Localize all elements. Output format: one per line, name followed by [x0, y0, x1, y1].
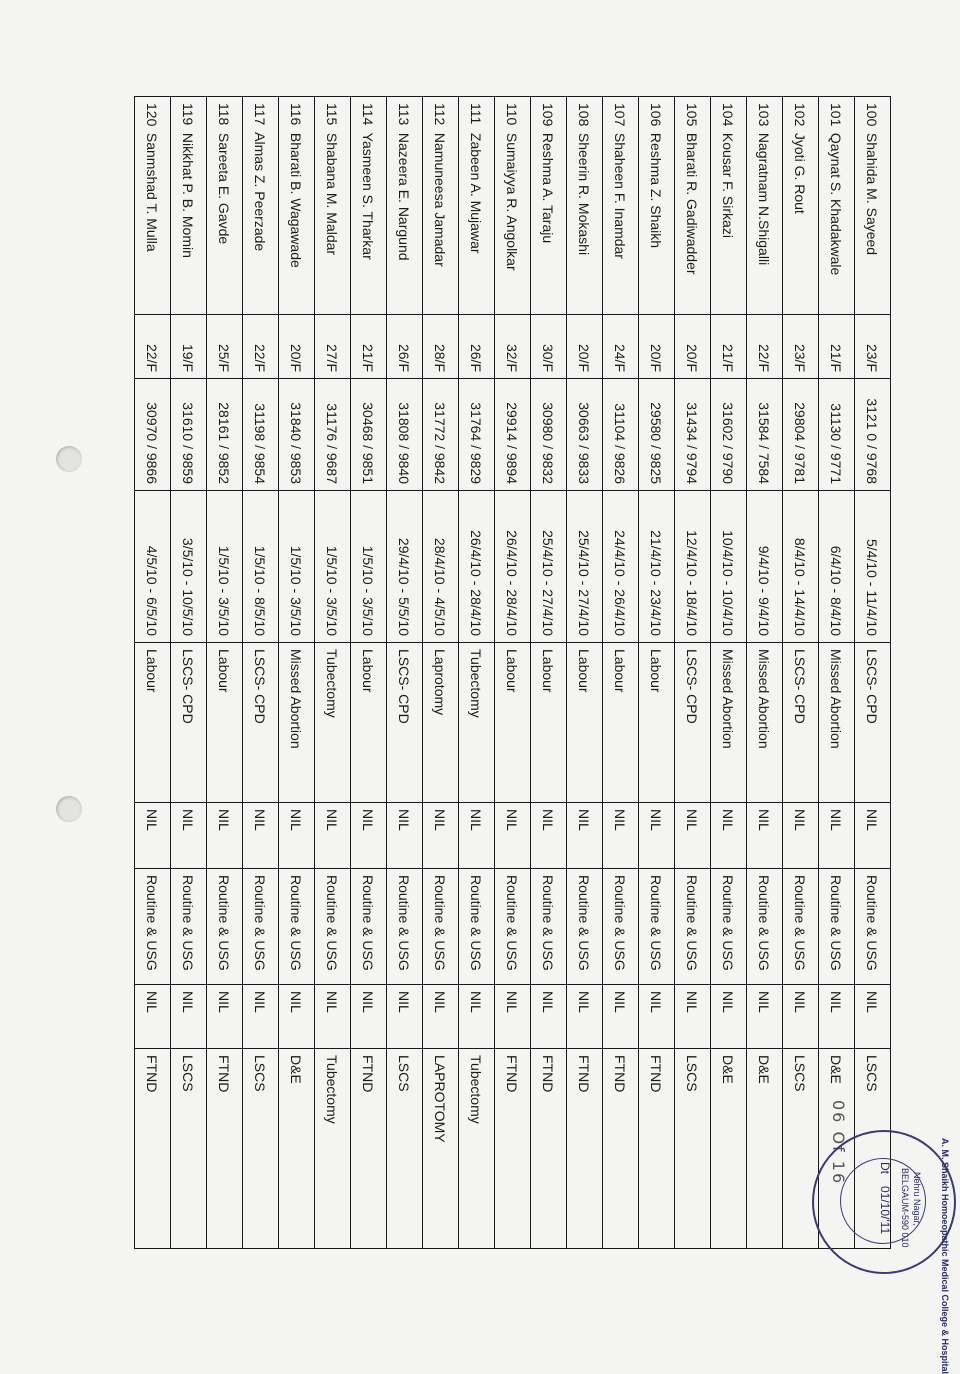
patient-name: Namuneesa Jamadar — [432, 132, 449, 267]
ip-number-cell: 30980 / 9832 — [531, 379, 567, 491]
serial-number: 120 — [144, 103, 161, 127]
admission-dates-cell: 29/4/10 - 5/5/10 — [387, 491, 423, 643]
serial-number: 100 — [864, 103, 881, 127]
serial-number: 119 — [180, 103, 197, 126]
patient-name: Bharati R. Gadiwadder — [684, 132, 701, 275]
investigation-cell: Routine & USG — [351, 869, 387, 985]
ip-number-cell: 31808 / 9840 — [387, 379, 423, 491]
remark-cell: NIL — [675, 985, 711, 1049]
patient-name: Yasmeen S. Tharkar — [360, 132, 377, 260]
investigation-cell: Routine & USG — [243, 869, 279, 985]
ip-number-cell: 29914 / 9894 — [495, 379, 531, 491]
age-sex-cell: 25/F — [207, 315, 243, 379]
table-row — [603, 97, 639, 1249]
complication-cell: NIL — [567, 803, 603, 869]
outcome-cell: LSCS — [783, 1049, 819, 1249]
patient-name: Kousar F. Sirkazi — [720, 132, 737, 238]
stamp-institution-name: A. M. Shaikh Homoeopathic Medical College & Hospital — [940, 1138, 950, 1374]
remark-cell: NIL — [783, 985, 819, 1049]
investigation-cell: Routine & USG — [711, 869, 747, 985]
complication-cell: NIL — [171, 803, 207, 869]
remark-cell: NIL — [423, 985, 459, 1049]
table-row — [171, 97, 207, 1249]
complication-cell: NIL — [747, 803, 783, 869]
age-sex-cell: 21/F — [711, 315, 747, 379]
outcome-cell: LSCS — [171, 1049, 207, 1249]
investigation-cell: Routine & USG — [783, 869, 819, 985]
age-sex-cell: 20/F — [279, 315, 315, 379]
patient-name-cell — [711, 97, 747, 315]
admission-dates-cell: 4/5/10 - 6/5/10 — [135, 491, 171, 643]
age-sex-cell: 20/F — [639, 315, 675, 379]
admission-dates-cell: 26/4/10 - 28/4/10 — [459, 491, 495, 643]
table-row — [459, 97, 495, 1249]
table-row — [495, 97, 531, 1249]
investigation-cell: Routine & USG — [819, 869, 855, 985]
patient-name: Nazeera E. Nargund — [396, 132, 413, 261]
patient-name-cell — [207, 97, 243, 315]
serial-number: 108 — [576, 103, 593, 127]
serial-number: 103 — [756, 103, 773, 127]
ip-number-cell: 30468 / 9851 — [351, 379, 387, 491]
investigation-cell: Routine & USG — [531, 869, 567, 985]
patient-name-cell — [243, 97, 279, 315]
admission-dates-cell: 24/4/10 - 26/4/10 — [603, 491, 639, 643]
patient-name-cell — [675, 97, 711, 315]
age-sex-cell: 22/F — [747, 315, 783, 379]
punch-hole-top — [56, 446, 82, 472]
age-sex-cell: 27/F — [315, 315, 351, 379]
patient-name-cell — [135, 97, 171, 315]
serial-number: 115 — [324, 103, 341, 126]
complication-cell: NIL — [495, 803, 531, 869]
ip-number-cell: 31104 / 9826 — [603, 379, 639, 491]
complication-cell: NIL — [639, 803, 675, 869]
ip-number-cell: 31610 / 9859 — [171, 379, 207, 491]
investigation-cell: Routine & USG — [855, 869, 891, 985]
age-sex-cell: 22/F — [135, 315, 171, 379]
patient-name-cell — [495, 97, 531, 315]
ip-number-cell: 31840 / 9853 — [279, 379, 315, 491]
investigation-cell: Routine & USG — [207, 869, 243, 985]
table-row — [711, 97, 747, 1249]
ip-number-cell: 31772 / 9842 — [423, 379, 459, 491]
table-row — [819, 97, 855, 1249]
complication-cell: NIL — [387, 803, 423, 869]
table-row — [423, 97, 459, 1249]
serial-number: 104 — [720, 103, 737, 127]
table-row — [783, 97, 819, 1249]
serial-number: 109 — [540, 103, 557, 127]
patient-name-cell — [387, 97, 423, 315]
serial-number: 106 — [648, 103, 665, 127]
patient-name-cell — [315, 97, 351, 315]
diagnosis-cell: Labour — [603, 643, 639, 803]
remark-cell: NIL — [279, 985, 315, 1049]
stamp-address-line2: BELGAUM-590 010 — [900, 1168, 910, 1248]
diagnosis-cell: Labour — [531, 643, 567, 803]
serial-number: 110 — [504, 103, 521, 126]
admission-dates-cell: 25/4/10 - 27/4/10 — [531, 491, 567, 643]
admission-dates-cell: 1/5/10 - 3/5/10 — [315, 491, 351, 643]
diagnosis-cell: Labour — [639, 643, 675, 803]
outcome-cell: FTND — [531, 1049, 567, 1249]
remark-cell: NIL — [387, 985, 423, 1049]
hospital-stamp — [812, 1130, 956, 1374]
age-sex-cell: 22/F — [243, 315, 279, 379]
remark-cell: NIL — [135, 985, 171, 1049]
diagnosis-cell: Missed Abortion — [279, 643, 315, 803]
ip-number-cell: 31764 / 9829 — [459, 379, 495, 491]
outcome-cell: FTND — [639, 1049, 675, 1249]
remark-cell: NIL — [639, 985, 675, 1049]
patient-name-cell — [351, 97, 387, 315]
table-row — [531, 97, 567, 1249]
age-sex-cell: 28/F — [423, 315, 459, 379]
patient-name: Sareeta E. Gavde — [216, 132, 233, 245]
investigation-cell: Routine & USG — [171, 869, 207, 985]
patient-register-table — [134, 96, 891, 1249]
investigation-cell: Routine & USG — [135, 869, 171, 985]
table-row — [315, 97, 351, 1249]
stamp-address-line1: Nehru Nagar, — [912, 1172, 922, 1226]
investigation-cell: Routine & USG — [423, 869, 459, 985]
admission-dates-cell: 21/4/10 - 23/4/10 — [639, 491, 675, 643]
age-sex-cell: 19/F — [171, 315, 207, 379]
table-row — [279, 97, 315, 1249]
patient-name-cell — [855, 97, 891, 315]
remark-cell: NIL — [459, 985, 495, 1049]
ip-number-cell: 31198 / 9854 — [243, 379, 279, 491]
complication-cell: NIL — [351, 803, 387, 869]
ip-number-cell: 30970 / 9866 — [135, 379, 171, 491]
table-row — [351, 97, 387, 1249]
complication-cell: NIL — [423, 803, 459, 869]
serial-number: 102 — [792, 103, 809, 127]
patient-name: Nagratnam N.Shigalli — [756, 132, 773, 266]
serial-number: 107 — [612, 103, 629, 127]
complication-cell: NIL — [135, 803, 171, 869]
table-row — [639, 97, 675, 1249]
table-body — [135, 97, 891, 1249]
remark-cell: NIL — [819, 985, 855, 1049]
age-sex-cell: 26/F — [459, 315, 495, 379]
remark-cell: NIL — [603, 985, 639, 1049]
outcome-cell: D&E — [747, 1049, 783, 1249]
table-row — [855, 97, 891, 1249]
ip-number-cell: 31602 / 9790 — [711, 379, 747, 491]
patient-name: Sumaiyya R. Angolkar — [504, 132, 521, 271]
stamp-date-label: Dt — [878, 1162, 892, 1174]
admission-dates-cell: 1/5/10 - 3/5/10 — [207, 491, 243, 643]
ip-number-cell: 31584 / 7584 — [747, 379, 783, 491]
patient-name: Jyoti G. Rout — [792, 132, 809, 214]
outcome-cell: D&E — [711, 1049, 747, 1249]
diagnosis-cell: Labour — [495, 643, 531, 803]
investigation-cell: Routine & USG — [315, 869, 351, 985]
ip-number-cell: 31434 / 9794 — [675, 379, 711, 491]
table-row — [243, 97, 279, 1249]
diagnosis-cell: Labour — [207, 643, 243, 803]
serial-number: 101 — [828, 103, 845, 127]
diagnosis-cell: LSCS- CPD — [783, 643, 819, 803]
patient-register-table-wrapper — [144, 96, 891, 1248]
investigation-cell: Routine & USG — [675, 869, 711, 985]
serial-number: 112 — [432, 103, 449, 126]
diagnosis-cell: LSCS- CPD — [387, 643, 423, 803]
age-sex-cell: 21/F — [819, 315, 855, 379]
remark-cell: NIL — [747, 985, 783, 1049]
complication-cell: NIL — [459, 803, 495, 869]
admission-dates-cell: 28/4/10 - 4/5/10 — [423, 491, 459, 643]
patient-name-cell — [603, 97, 639, 315]
serial-number: 114 — [360, 103, 377, 126]
diagnosis-cell: Labour — [567, 643, 603, 803]
age-sex-cell: 20/F — [567, 315, 603, 379]
age-sex-cell: 23/F — [855, 315, 891, 379]
patient-name: Almas Z. Peerzade — [252, 132, 269, 252]
ip-number-cell: 28161 / 9852 — [207, 379, 243, 491]
complication-cell: NIL — [279, 803, 315, 869]
outcome-cell: Tubectomy — [315, 1049, 351, 1249]
outcome-cell: FTND — [567, 1049, 603, 1249]
patient-name: Reshma Z. Shaikh — [648, 132, 665, 249]
remark-cell: NIL — [711, 985, 747, 1049]
investigation-cell: Routine & USG — [567, 869, 603, 985]
investigation-cell: Routine & USG — [603, 869, 639, 985]
remark-cell: NIL — [315, 985, 351, 1049]
patient-name-cell — [531, 97, 567, 315]
patient-name: Sanmshad T. Mulla — [144, 132, 161, 252]
complication-cell: NIL — [783, 803, 819, 869]
age-sex-cell: 20/F — [675, 315, 711, 379]
investigation-cell: Routine & USG — [459, 869, 495, 985]
patient-name: Zabeen A. Mujawar — [468, 132, 485, 254]
admission-dates-cell: 1/5/10 - 3/5/10 — [279, 491, 315, 643]
admission-dates-cell: 3/5/10 - 10/5/10 — [171, 491, 207, 643]
punch-hole-bottom — [56, 796, 82, 822]
patient-name-cell — [783, 97, 819, 315]
age-sex-cell: 24/F — [603, 315, 639, 379]
admission-dates-cell: 5/4/10 - 11/4/10 — [855, 491, 891, 643]
diagnosis-cell: LSCS- CPD — [243, 643, 279, 803]
admission-dates-cell: 12/4/10 - 18/4/10 — [675, 491, 711, 643]
ip-number-cell: 3121 0 / 9768 — [855, 379, 891, 491]
remark-cell: NIL — [567, 985, 603, 1049]
ip-number-cell: 31176 / 9687 — [315, 379, 351, 491]
diagnosis-cell: Tubectomy — [315, 643, 351, 803]
diagnosis-cell: Labour — [135, 643, 171, 803]
admission-dates-cell: 8/4/10 - 14/4/10 — [783, 491, 819, 643]
patient-name-cell — [171, 97, 207, 315]
investigation-cell: Routine & USG — [279, 869, 315, 985]
remark-cell: NIL — [207, 985, 243, 1049]
remark-cell: NIL — [351, 985, 387, 1049]
outcome-cell: LAPROTOMY — [423, 1049, 459, 1249]
patient-name: Shaheen F. Inamdar — [612, 132, 629, 259]
patient-name-cell — [567, 97, 603, 315]
remark-cell: NIL — [531, 985, 567, 1049]
patient-name-cell — [747, 97, 783, 315]
admission-dates-cell: 9/4/10 - 9/4/10 — [747, 491, 783, 643]
table-row — [567, 97, 603, 1249]
outcome-cell: LSCS — [675, 1049, 711, 1249]
serial-number: 116 — [288, 103, 305, 126]
complication-cell: NIL — [675, 803, 711, 869]
diagnosis-cell: LSCS- CPD — [171, 643, 207, 803]
table-row — [675, 97, 711, 1249]
serial-number: 113 — [396, 103, 413, 126]
age-sex-cell: 30/F — [531, 315, 567, 379]
patient-name-cell — [423, 97, 459, 315]
diagnosis-cell: Missed Abortion — [711, 643, 747, 803]
investigation-cell: Routine & USG — [747, 869, 783, 985]
complication-cell: NIL — [855, 803, 891, 869]
ip-number-cell: 31130 / 9771 — [819, 379, 855, 491]
diagnosis-cell: LSCS- CPD — [675, 643, 711, 803]
patient-name-cell — [459, 97, 495, 315]
complication-cell: NIL — [711, 803, 747, 869]
remark-cell: NIL — [855, 985, 891, 1049]
complication-cell: NIL — [603, 803, 639, 869]
serial-number: 111 — [468, 103, 485, 125]
diagnosis-cell: Labour — [351, 643, 387, 803]
patient-name: Qaynat S. Khadakwale — [828, 132, 845, 276]
outcome-cell: FTND — [135, 1049, 171, 1249]
age-sex-cell: 23/F — [783, 315, 819, 379]
age-sex-cell: 32/F — [495, 315, 531, 379]
outcome-cell: FTND — [207, 1049, 243, 1249]
ip-number-cell: 30663 / 9833 — [567, 379, 603, 491]
patient-name-cell — [279, 97, 315, 315]
remark-cell: NIL — [495, 985, 531, 1049]
admission-dates-cell: 1/5/10 - 8/5/10 — [243, 491, 279, 643]
outcome-cell: D&E — [819, 1049, 855, 1249]
patient-name: Reshma A. Taraju — [540, 132, 557, 244]
outcome-cell: LSCS — [243, 1049, 279, 1249]
complication-cell: NIL — [207, 803, 243, 869]
admission-dates-cell: 25/4/10 - 27/4/10 — [567, 491, 603, 643]
diagnosis-cell: Laprotomy — [423, 643, 459, 803]
diagnosis-cell: Missed Abortion — [819, 643, 855, 803]
serial-number: 117 — [252, 103, 269, 126]
complication-cell: NIL — [531, 803, 567, 869]
table-row — [747, 97, 783, 1249]
age-sex-cell: 26/F — [387, 315, 423, 379]
ip-number-cell: 29580 / 9825 — [639, 379, 675, 491]
investigation-cell: Routine & USG — [387, 869, 423, 985]
admission-dates-cell: 1/5/10 - 3/5/10 — [351, 491, 387, 643]
patient-name: Sheerin R. Mokashi — [576, 132, 593, 256]
outcome-cell: LSCS — [387, 1049, 423, 1249]
patient-name: Shahida M. Sayeed — [864, 132, 881, 256]
table-row — [135, 97, 171, 1249]
patient-name-cell — [819, 97, 855, 315]
stamp-date-value: 01/10/'11 — [878, 1186, 892, 1235]
outcome-cell: FTND — [495, 1049, 531, 1249]
investigation-cell: Routine & USG — [639, 869, 675, 985]
outcome-cell: FTND — [603, 1049, 639, 1249]
admission-dates-cell: 6/4/10 - 8/4/10 — [819, 491, 855, 643]
remark-cell: NIL — [243, 985, 279, 1049]
page-number: 06 Of 16 — [829, 1100, 848, 1186]
admission-dates-cell: 26/4/10 - 28/4/10 — [495, 491, 531, 643]
admission-dates-cell: 10/4/10 - 10/4/10 — [711, 491, 747, 643]
complication-cell: NIL — [243, 803, 279, 869]
diagnosis-cell: Tubectomy — [459, 643, 495, 803]
serial-number: 105 — [684, 103, 701, 127]
outcome-cell: FTND — [351, 1049, 387, 1249]
table-row — [387, 97, 423, 1249]
outcome-cell: D&E — [279, 1049, 315, 1249]
diagnosis-cell: Missed Abortion — [747, 643, 783, 803]
age-sex-cell: 21/F — [351, 315, 387, 379]
serial-number: 118 — [216, 103, 233, 126]
patient-name-cell — [639, 97, 675, 315]
patient-name: Bharati B. Wagawade — [288, 132, 305, 268]
patient-name: Nikkhat P. B. Momin — [180, 132, 197, 258]
ip-number-cell: 29804 / 9781 — [783, 379, 819, 491]
complication-cell: NIL — [819, 803, 855, 869]
remark-cell: NIL — [171, 985, 207, 1049]
patient-name: Shabana M. Maldar — [324, 132, 341, 256]
complication-cell: NIL — [315, 803, 351, 869]
diagnosis-cell: LSCS- CPD — [855, 643, 891, 803]
table-row — [207, 97, 243, 1249]
investigation-cell: Routine & USG — [495, 869, 531, 985]
outcome-cell: Tubectomy — [459, 1049, 495, 1249]
outcome-cell: LSCS — [855, 1049, 891, 1249]
